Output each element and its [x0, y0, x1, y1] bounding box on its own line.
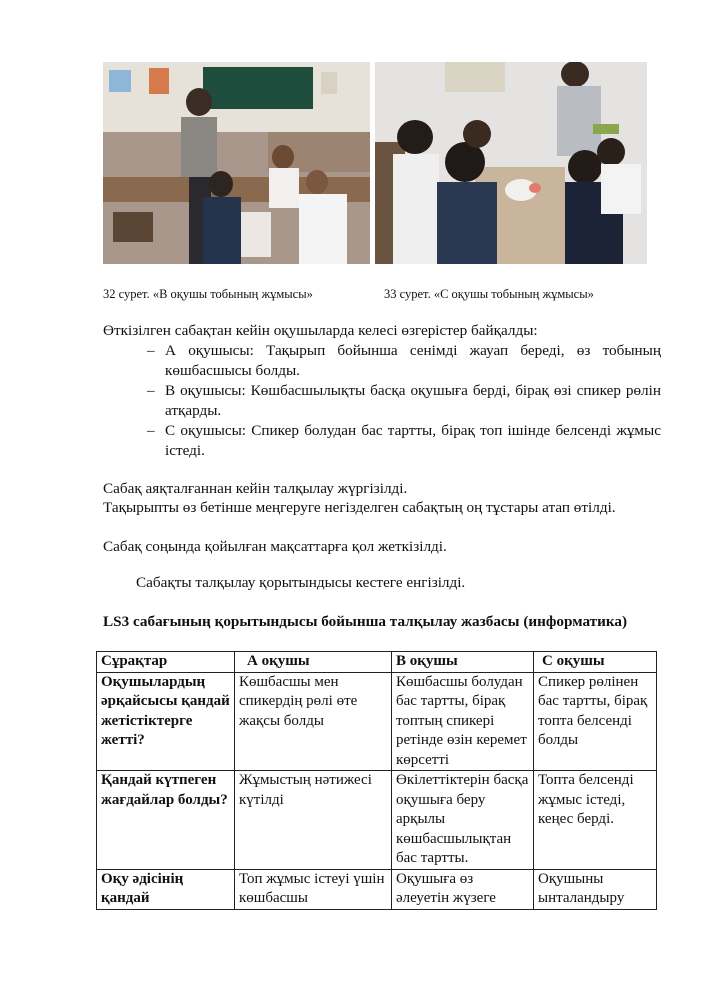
list-item: – С оқушысы: Спикер болудан бас тартты, бірақ топ ішінде белсенді жұмыс істеді.: [147, 422, 661, 459]
table-cell: Оқушыны ынталандыру: [534, 869, 657, 909]
classroom-photo-c: [375, 62, 647, 264]
figure-caption-32: 32 сурет. «В оқушы тобының жұмысы»: [103, 287, 313, 301]
observation-list: [147, 341, 661, 461]
paragraph: Сабақ аяқталғаннан кейін талқылау жүргізілді.: [103, 480, 408, 497]
column-header: Сұрақтар: [97, 652, 235, 673]
table-cell: Көшбасшы мен спикердің рөлі өте жақсы болды: [235, 672, 392, 771]
table-header-row: [97, 652, 657, 673]
observation-text: С оқушысы: Спикер болудан бас тартты, бірақ топ ішінде белсенді жұмыс істеді.: [165, 422, 661, 459]
observation-text: А оқушысы: Тақырып бойынша сенімді жауап береді, өз тобының көшбасшысы болды.: [165, 342, 661, 379]
discussion-table: [96, 651, 657, 910]
table-cell: Көшбасшы болудан бас тартты, бірақ топтың спикері ретінде өзін керемет көрсетті: [392, 672, 534, 771]
page-bottom-margin: [0, 923, 712, 1008]
paragraph: Тақырыпты өз бетінше меңгеруге негізделген сабақтың оң тұстары атап өтілді.: [103, 499, 616, 516]
classroom-photo-b: [103, 62, 370, 264]
question-cell: Оқушылардың әрқайсысы қандай жетістіктерге жетті?: [97, 672, 235, 771]
column-header: А оқушы: [235, 652, 392, 673]
table-cell: Топта белсенді жұмыс істеді, кеңес берді.: [534, 771, 657, 870]
figure-caption-33: 33 сурет. «С оқушы тобының жұмысы»: [384, 287, 594, 301]
table-row: [97, 869, 657, 909]
table-cell: Спикер рөлінен бас тартты, бірақ топта белсенді болды: [534, 672, 657, 771]
table-cell: Оқушыға өз әлеуетін жүзеге: [392, 869, 534, 909]
column-header: С оқушы: [534, 652, 657, 673]
table-row: [97, 672, 657, 771]
question-cell: Оқу әдісінің қандай: [97, 869, 235, 909]
paragraph: Сабақ соңында қойылған мақсаттарға қол жеткізілді.: [103, 538, 447, 555]
column-header: В оқушы: [392, 652, 534, 673]
observation-text: В оқушысы: Көшбасшылықты басқа оқушыға берді, бірақ өзі спикер рөлін атқарды.: [165, 382, 661, 419]
table-row: [97, 771, 657, 870]
list-item: – В оқушысы: Көшбасшылықты басқа оқушыға берді, бірақ өзі спикер рөлін атқарды.: [147, 382, 661, 419]
table-cell: Топ жұмыс істеуі үшін көшбасшы: [235, 869, 392, 909]
table-cell: Жұмыстың нәтижесі күтілді: [235, 771, 392, 870]
question-cell: Қандай күтпеген жағдайлар болды?: [97, 771, 235, 870]
table-title: LS3 сабағының қорытындысы бойынша талқылау жазбасы (информатика): [103, 613, 628, 630]
intro-paragraph: Өткізілген сабақтан кейін оқушыларда келесі өзгерістер байқалды:: [103, 322, 538, 339]
paragraph: Сабақты талқылау қорытындысы кестеге енгізілді.: [136, 574, 466, 591]
list-item: – А оқушысы: Тақырып бойынша сенімді жауап береді, өз тобының көшбасшысы болды.: [147, 342, 661, 379]
table-cell: Өкілеттіктерін басқа оқушыға беру арқылы көшбасшылықтан бас тартты.: [392, 771, 534, 870]
